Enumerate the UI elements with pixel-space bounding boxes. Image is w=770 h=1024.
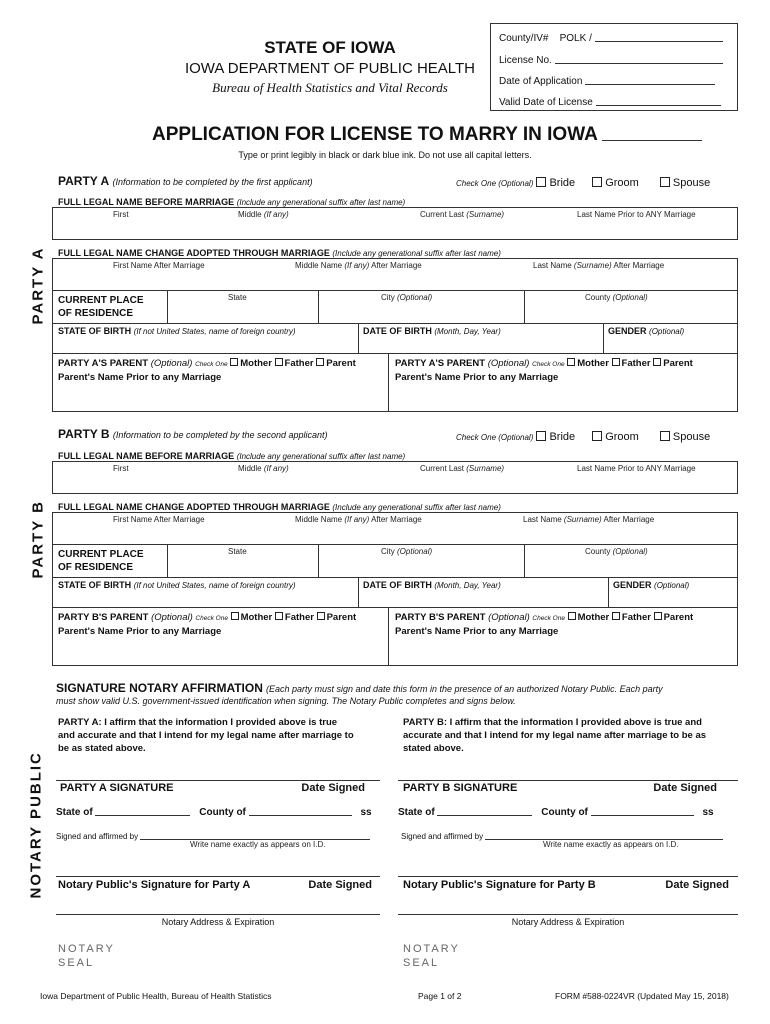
party-b-details-box: First Name After Marriage Middle Name (If any) After Marriage Last Name (Surname) After Marriage CURRENT PLACE OF RESIDENCE State City (Optional) County (Optional) STATE OF BIRTH (If not United States, name of foreign country) DATE OF BIRTH (Month, Day, Year) GENDER (Optional) PARTY B'S PARENT (Optional) Check One Mother Father Parent Parent's Name Prior to any Marriage PARTY B'S PARENT (Optional) Check One Mother Father Parent Parent's Name Prior to any Marriage (52, 512, 738, 666)
party-a-full-legal-name-label: FULL LEGAL NAME BEFORE MARRIAGE (Include any generational suffix after last name) (58, 197, 406, 207)
party-a-role-options: Check One (Optional) Bride Groom Spouse (456, 177, 711, 189)
party-a-signature-field[interactable]: PARTY A SIGNATURE Date Signed (60, 782, 365, 794)
notary-public-side-label: NOTARY PUBLIC (27, 751, 45, 899)
parent-2-parent-checkbox[interactable]: Parent (654, 612, 694, 623)
notary-address-b: Notary Address & Expiration (511, 917, 625, 927)
party-b-signature-field[interactable]: PARTY B SIGNATURE Date Signed (403, 782, 717, 794)
party-b-role-options: Check One (Optional) Bride Groom Spouse (456, 431, 711, 443)
state-title: STATE OF IOWA (264, 38, 396, 57)
parent-1-father-checkbox[interactable]: Father (275, 612, 314, 623)
party-b-name-before-box[interactable]: First Middle (If any) Current Last (Surname) Last Name Prior to ANY Marriage (52, 461, 738, 494)
party-a-name-change-label: FULL LEGAL NAME CHANGE ADOPTED THROUGH MARRIAGE (Include any generational suffix after last name) (58, 248, 501, 258)
license-no-field[interactable]: License No. (499, 53, 723, 66)
notary-seal-a: NOTARY SEAL (58, 943, 115, 969)
party-b-signed-by[interactable]: Signed and affirmed by (401, 829, 723, 841)
party-b-state-county[interactable]: State of County of ss (398, 807, 714, 818)
affirmation-a: PARTY A: I affirm that the information I provided above is true and accurate and that I intend for my legal name after marriage to be as stated above. (58, 717, 354, 754)
party-b-parent-2: PARTY B'S PARENT (Optional) Check One Mother Father Parent Parent's Name Prior to any Marriage (395, 612, 694, 637)
footer-form-number: FORM #588-0224VR (Updated May 15, 2018) (555, 991, 729, 1001)
spouse-checkbox[interactable]: Spouse (660, 177, 710, 189)
party-a-state-county[interactable]: State of County of ss (56, 807, 372, 818)
party-a-write-exact: Write name exactly as appears on I.D. (190, 840, 326, 849)
office-use-box (490, 23, 738, 111)
parent-2-mother-checkbox[interactable]: Mother (568, 612, 610, 623)
party-b-write-exact: Write name exactly as appears on I.D. (543, 840, 679, 849)
parent-1-parent-checkbox[interactable]: Parent (317, 612, 357, 623)
parent-1-mother-checkbox[interactable]: Mother (230, 358, 272, 369)
parent-2-father-checkbox[interactable]: Father (612, 358, 651, 369)
county-field[interactable]: County/IV# POLK / (499, 31, 723, 44)
instructions: Type or print legibly in black or dark blue ink. Do not use all capital letters. (238, 150, 532, 160)
party-b-heading: PARTY B (Information to be completed by the second applicant) (58, 427, 328, 441)
footer-left: Iowa Department of Public Health, Bureau of Health Statistics (40, 991, 272, 1001)
bureau-name: Bureau of Health Statistics and Vital Records (212, 80, 448, 95)
department-name: IOWA DEPARTMENT OF PUBLIC HEALTH (184, 60, 476, 77)
valid-date-field[interactable]: Valid Date of License (499, 95, 721, 108)
party-a-parent-1: PARTY A'S PARENT (Optional) Check One Mother Father Parent Parent's Name Prior to any Marriage (58, 358, 356, 383)
party-b-parent-1: PARTY B'S PARENT (Optional) Check One Mother Father Parent Parent's Name Prior to any Marriage (58, 612, 357, 637)
bride-checkbox[interactable]: Bride (536, 431, 575, 443)
party-a-parent-2: PARTY A'S PARENT (Optional) Check One Mother Father Parent Parent's Name Prior to any Marriage (395, 358, 693, 383)
spouse-checkbox[interactable]: Spouse (660, 431, 710, 443)
parent-2-parent-checkbox[interactable]: Parent (653, 358, 693, 369)
notary-signature-b[interactable]: Notary Public's Signature for Party B Date Signed (403, 879, 729, 891)
party-b-name-change-label: FULL LEGAL NAME CHANGE ADOPTED THROUGH MARRIAGE (Include any generational suffix after last name) (58, 502, 501, 512)
notary-address-a: Notary Address & Expiration (161, 917, 275, 927)
form-title: APPLICATION FOR LICENSE TO MARRY IN IOWA (152, 124, 702, 146)
party-a-name-before-box[interactable]: First Middle (If any) Current Last (Surname) Last Name Prior to ANY Marriage (52, 207, 738, 240)
party-a-side-label: PARTY A (29, 246, 47, 325)
parent-1-parent-checkbox[interactable]: Parent (316, 358, 356, 369)
notary-signature-a[interactable]: Notary Public's Signature for Party A Date Signed (58, 879, 372, 891)
groom-checkbox[interactable]: Groom (592, 431, 639, 443)
affirmation-b: PARTY B: I affirm that the information I provided above is true and accurate and that I intend for my legal name after marriage to be as stated above. (403, 717, 707, 754)
party-a-heading: PARTY A (Information to be completed by the first applicant) (58, 174, 313, 188)
groom-checkbox[interactable]: Groom (592, 177, 639, 189)
bride-checkbox[interactable]: Bride (536, 177, 575, 189)
party-b-full-legal-name-label: FULL LEGAL NAME BEFORE MARRIAGE (Include any generational suffix after last name) (58, 451, 406, 461)
parent-1-father-checkbox[interactable]: Father (275, 358, 314, 369)
parent-2-mother-checkbox[interactable]: Mother (567, 358, 609, 369)
notary-heading: SIGNATURE NOTARY AFFIRMATION (Each party must sign and date this form in the presence of an authorized Notary Public. Each party must show valid U.S. government-issued identification when signing. The Notary Public completes and signs below. (56, 681, 663, 706)
parent-1-mother-checkbox[interactable]: Mother (231, 612, 273, 623)
party-a-details-box: First Name After Marriage Middle Name (If any) After Marriage Last Name (Surname) After Marriage CURRENT PLACE OF RESIDENCE State City (Optional) County (Optional) STATE OF BIRTH (If not United States, name of foreign country) DATE OF BIRTH (Month, Day, Year) GENDER (Optional) PARTY A'S PARENT (Optional) Check One Mother Father Parent Parent's Name Prior to any Marriage PARTY A'S PARENT (Optional) Check One Mother Father Parent Parent's Name Prior to any Marriage (52, 258, 738, 412)
parent-2-father-checkbox[interactable]: Father (612, 612, 651, 623)
date-of-application-field[interactable]: Date of Application (499, 74, 715, 87)
footer-page: Page 1 of 2 (418, 991, 462, 1001)
party-a-signed-by[interactable]: Signed and affirmed by (56, 829, 370, 841)
notary-seal-b: NOTARY SEAL (403, 943, 460, 969)
party-b-side-label: PARTY B (29, 500, 47, 579)
